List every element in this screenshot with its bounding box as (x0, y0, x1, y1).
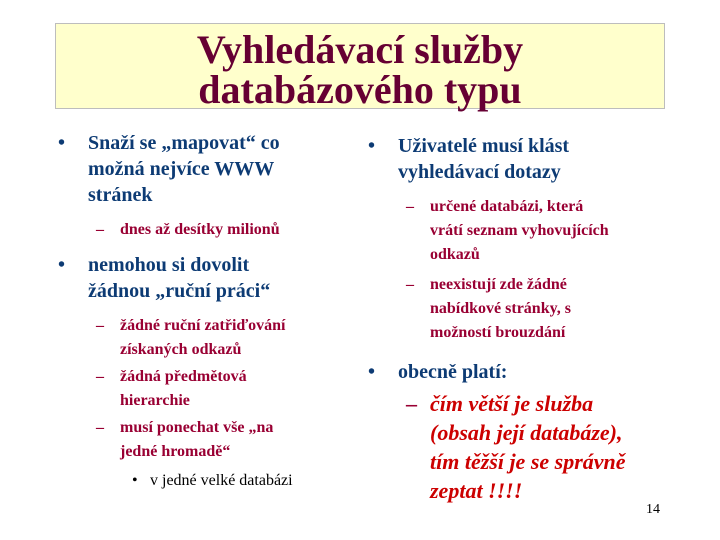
dash-glyph: – (406, 198, 414, 215)
bullet-glyph: • (58, 254, 66, 276)
sub-bullet-no-menu-pages (368, 273, 668, 345)
bullet-glyph: • (132, 472, 138, 489)
bullet-glyph: • (368, 135, 376, 157)
dash-glyph: – (406, 276, 414, 293)
sub-bullet-no-hierarchy (58, 365, 348, 413)
bullet-no-manual-work-line-1: nemohou si dovolit (88, 254, 250, 276)
bullet-users-ask-line-1: Uživatelé musí klást (398, 135, 570, 157)
sub-bullet-no-hierarchy-line-1: žádná předmětová (120, 368, 247, 385)
bullet-no-manual-work-line-2: žádnou „ruční práci“ (88, 280, 271, 302)
bullet-glyph: • (58, 132, 66, 154)
sub-bullet-no-sorting-line-1: žádné ruční zatřiďování (120, 317, 286, 334)
sub-bullet-bigger-service-line-3: tím těžší je se správně (430, 449, 626, 474)
dash-glyph: – (406, 391, 417, 416)
sub-bullet-one-heap-line-1: musí ponechat vše „na (120, 419, 274, 436)
sub-bullet-bigger-service-line-4: zeptat !!!! (430, 478, 523, 503)
sub-bullet-bigger-service-line-2: (obsah její databáze), (430, 420, 623, 445)
bullet-mapping-line-1: Snaží se „mapovat“ co (88, 132, 280, 154)
sub-bullet-database-query-line-2: vrátí seznam vyhovujících (430, 222, 609, 239)
slide-title-line-2: databázového typu (198, 67, 522, 112)
slide-title-line-1: Vyhledávací služby (196, 27, 524, 72)
bullet-mapping (58, 130, 348, 208)
sub-bullet-bigger-service-line-1: čím větší je služba (430, 391, 594, 416)
bullet-users-ask-line-2: vyhledávací dotazy (398, 161, 561, 183)
sub-bullet-no-hierarchy-line-2: hierarchie (120, 392, 190, 409)
sub-bullet-no-sorting-line-2: získaných odkazů (120, 341, 242, 358)
right-column (368, 133, 668, 508)
sub-bullet-bigger-service (368, 389, 668, 505)
dash-glyph: – (96, 317, 104, 334)
bullet-mapping-line-3: stránek (88, 184, 153, 206)
sub-bullet-no-sorting (58, 314, 348, 362)
bullet-users-ask (368, 133, 668, 185)
sub-bullet-database-query-line-1: určené databázi, která (430, 198, 584, 215)
sub-bullet-no-menu-pages-line-3: možností brouzdání (430, 324, 566, 341)
slide-title-box (55, 23, 665, 112)
dash-glyph: – (96, 419, 104, 436)
left-column (58, 130, 348, 492)
sub-bullet-database-query-line-3: odkazů (430, 246, 480, 263)
bullet-general-rule (368, 359, 668, 385)
sub-sub-bullet-one-database-text: v jedné velké databázi (150, 472, 293, 489)
bullet-glyph: • (368, 361, 376, 383)
sub-sub-bullet-one-database (58, 470, 348, 492)
dash-glyph: – (96, 221, 104, 238)
sub-bullet-millions-text: dnes až desítky milionů (120, 221, 280, 238)
bullet-no-manual-work (58, 252, 348, 304)
page-number: 14 (646, 502, 660, 517)
sub-bullet-millions (58, 218, 348, 242)
bullet-mapping-line-2: možná nejvíce WWW (88, 158, 275, 180)
sub-bullet-one-heap-line-2: jedné hromadě“ (120, 443, 231, 460)
dash-glyph: – (96, 368, 104, 385)
sub-bullet-database-query (368, 195, 668, 267)
bullet-general-rule-text: obecně platí: (398, 361, 508, 383)
sub-bullet-no-menu-pages-line-1: neexistují zde žádné (430, 276, 567, 293)
sub-bullet-one-heap (58, 416, 348, 464)
sub-bullet-no-menu-pages-line-2: nabídkové stránky, s (430, 300, 571, 317)
